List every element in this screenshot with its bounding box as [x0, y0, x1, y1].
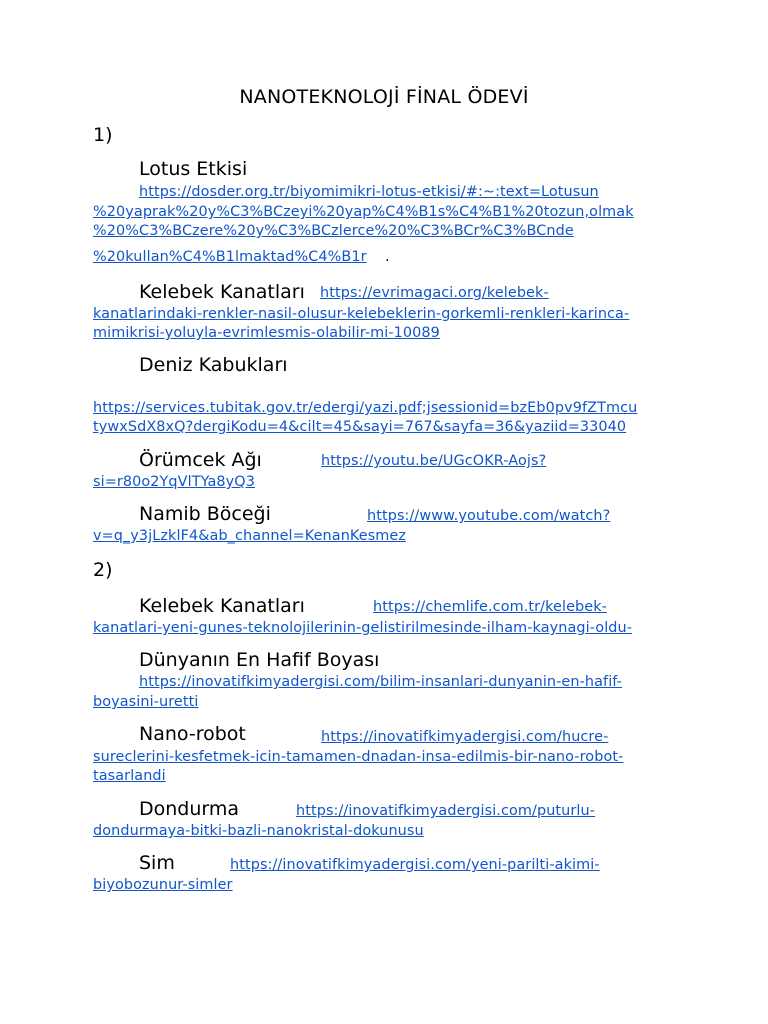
link-kelebek-kanatlari-1-line-1[interactable]: https://evrimagaci.org/kelebek- [320, 285, 549, 301]
link-kelebek-kanatlari-1-line-2[interactable]: kanatlarindaki-renkler-nasil-olusur-kelebeklerin-gorkemli-renkleri-karinca- [93, 306, 630, 322]
link-nano-robot-line-1[interactable]: https://inovatifkimyadergisi.com/hucre- [321, 729, 609, 745]
link-nano-robot-line-3[interactable]: tasarlandi [93, 768, 166, 784]
section-2-number: 2) [93, 559, 113, 581]
link-kelebek-kanatlari-2-line-1[interactable]: https://chemlife.com.tr/kelebek- [373, 599, 607, 615]
link-nano-robot-line-2[interactable]: sureclerini-kesfetmek-icin-tamamen-dnadan-insa-edilmis-bir-nano-robot- [93, 749, 624, 765]
link-lotus-etkisi-line-1[interactable]: https://dosder.org.tr/biyomimikri-lotus-etkisi/#:~:text=Lotusun [139, 184, 599, 200]
link-deniz-kabuklari-line-2[interactable]: tywxSdX8xQ?dergiKodu=4&cilt=45&sayi=767&sayfa=36&yaziid=33040 [93, 419, 627, 435]
link-kelebek-kanatlari-2-line-2[interactable]: kanatlari-yeni-gunes-teknolojilerinin-gelistirilmesinde-ilham-kaynagi-oldu- [93, 620, 633, 636]
heading-orumcek-agi: Örümcek Ağı [139, 449, 262, 471]
link-dondurma-line-2[interactable]: dondurmaya-bitki-bazli-nanokristal-dokunusu [93, 823, 424, 839]
heading-nano-robot: Nano-robot [139, 723, 246, 745]
link-hafif-boya-line-2[interactable]: boyasini-uretti [93, 694, 199, 710]
link-namib-bocegi-line-2[interactable]: v=q_y3jLzklF4&ab_channel=KenanKesmez [93, 528, 407, 544]
heading-lotus-etkisi: Lotus Etkisi [139, 158, 248, 180]
link-kelebek-kanatlari-1-line-3[interactable]: mimikrisi-yoluyla-evrimlesmis-olabilir-mi-10089 [93, 325, 440, 341]
section-1-number: 1) [93, 124, 113, 146]
link-lotus-etkisi-line-2[interactable]: %20yaprak%20y%C3%BCzeyi%20yap%C4%B1s%C4%B1%20tozun,olmak [93, 204, 634, 220]
heading-kelebek-kanatlari-1: Kelebek Kanatları [139, 281, 305, 303]
link-sim-line-1[interactable]: https://inovatifkimyadergisi.com/yeni-parilti-akimi- [230, 857, 600, 873]
link-hafif-boya-line-1[interactable]: https://inovatifkimyadergisi.com/bilim-insanlari-dunyanin-en-hafif- [139, 674, 622, 690]
heading-deniz-kabuklari: Deniz Kabukları [139, 354, 288, 376]
heading-dunyanin-en-hafif-boyasi: Dünyanın En Hafif Boyası [139, 649, 380, 671]
heading-sim: Sim [139, 852, 175, 874]
link-orumcek-agi-line-2[interactable]: si=r80o2YqVlTYa8yQ3 [93, 474, 255, 490]
link-sim-line-2[interactable]: biyobozunur-simler [93, 877, 233, 893]
link-lotus-etkisi-line-4[interactable]: %20kullan%C4%B1lmaktad%C4%B1r [93, 249, 367, 265]
link-lotus-etkisi-line-3[interactable]: %20%C3%BCzere%20y%C3%BCzlerce%20%C3%BCr%C3%BCnde [93, 223, 574, 239]
heading-kelebek-kanatlari-2: Kelebek Kanatları [139, 595, 305, 617]
heading-dondurma: Dondurma [139, 798, 240, 820]
link-namib-bocegi-line-1[interactable]: https://www.youtube.com/watch? [367, 508, 611, 524]
document-title: NANOTEKNOLOJİ FİNAL ÖDEVİ [239, 86, 529, 108]
heading-namib-bocegi: Namib Böceği [139, 503, 271, 525]
link-orumcek-agi-line-1[interactable]: https://youtu.be/UGcOKR-Aojs? [321, 453, 547, 469]
link-deniz-kabuklari-line-1[interactable]: https://services.tubitak.gov.tr/edergi/yazi.pdf;jsessionid=bzEb0pv9fZTmcu [93, 400, 638, 416]
link-dondurma-line-1[interactable]: https://inovatifkimyadergisi.com/puturlu- [296, 803, 596, 819]
trailing-period: . [385, 249, 390, 265]
